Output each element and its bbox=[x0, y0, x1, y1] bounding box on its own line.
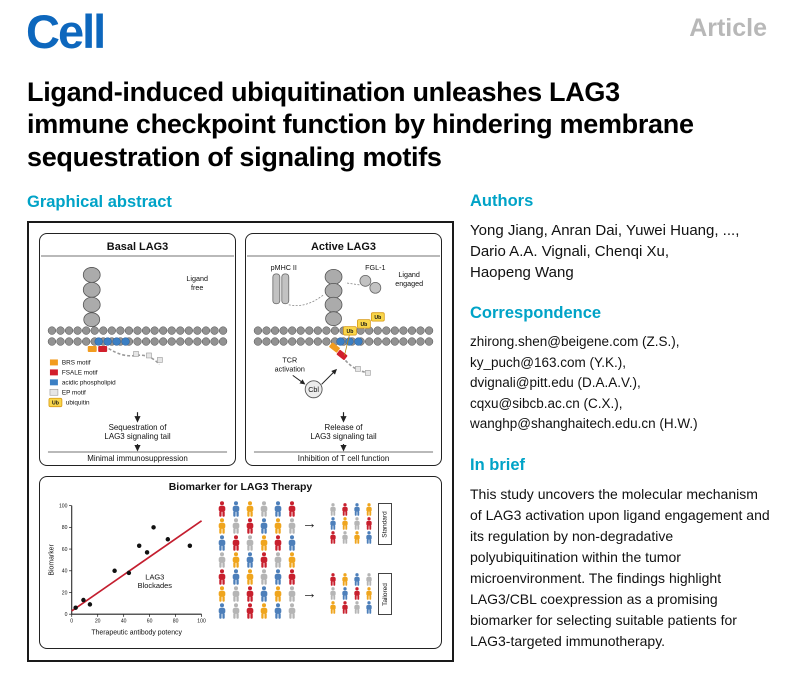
person-icon bbox=[286, 518, 298, 534]
person-icon bbox=[328, 587, 338, 600]
person-icon bbox=[286, 586, 298, 602]
svg-text:20: 20 bbox=[61, 590, 68, 597]
correspondence-heading: Correspondence bbox=[470, 304, 602, 322]
person-icon bbox=[328, 573, 338, 586]
svg-text:80: 80 bbox=[172, 618, 179, 625]
legend-swatch-phospholipid bbox=[50, 379, 58, 385]
person-icon bbox=[352, 517, 362, 530]
person-icon bbox=[216, 569, 228, 585]
person-icon bbox=[244, 535, 256, 551]
person-icon bbox=[352, 531, 362, 544]
chart-annotation: Blockades bbox=[137, 580, 172, 590]
standard-group-grid bbox=[328, 503, 374, 545]
person-row bbox=[328, 573, 374, 586]
arrow-to-tailored-icon: → bbox=[302, 585, 317, 602]
person-icon bbox=[328, 531, 338, 544]
active-outcome: Inhibition of T cell function bbox=[297, 453, 390, 463]
fgl1-label: FGL-1 bbox=[365, 263, 386, 272]
person-icon bbox=[230, 603, 242, 619]
person-icon bbox=[352, 587, 362, 600]
legend-swatch-brs bbox=[50, 359, 58, 365]
standard-group-label bbox=[378, 503, 392, 545]
person-icon bbox=[328, 601, 338, 614]
person-icon bbox=[258, 569, 270, 585]
person-icon bbox=[340, 587, 350, 600]
arrow-to-standard-icon: → bbox=[302, 515, 317, 532]
correspondence-email: ky_puch@163.com (Y.K.), bbox=[470, 354, 627, 370]
lag3-receptor bbox=[83, 267, 100, 326]
patient-cohort-grid bbox=[216, 501, 298, 620]
active-step-line1: Release of bbox=[324, 423, 363, 433]
legend-swatch-ep bbox=[50, 389, 58, 395]
basal-panel-title: Basal LAG3 bbox=[106, 241, 169, 254]
person-icon bbox=[230, 518, 242, 534]
tcr-activation bbox=[275, 356, 305, 383]
ub-tag: Ub bbox=[360, 321, 368, 328]
person-icon bbox=[258, 603, 270, 619]
svg-text:0: 0 bbox=[70, 618, 74, 625]
ligand-free-label: Ligand bbox=[186, 274, 208, 283]
authors-line: Haopeng Wang bbox=[470, 264, 574, 281]
person-icon bbox=[216, 518, 228, 534]
ligand-engaged-label-2: engaged bbox=[395, 279, 424, 288]
correspondence-list bbox=[470, 332, 772, 435]
person-icon bbox=[244, 603, 256, 619]
person-icon bbox=[258, 518, 270, 534]
person-icon bbox=[364, 573, 374, 586]
person-icon bbox=[216, 535, 228, 551]
person-icon bbox=[230, 552, 242, 568]
ligand-engaged-label: Ligand bbox=[398, 270, 420, 279]
active-panel-title: Active LAG3 bbox=[310, 241, 377, 254]
person-icon bbox=[272, 518, 284, 534]
person-icon bbox=[258, 586, 270, 602]
tailored-group-grid bbox=[328, 573, 374, 615]
legend-phospholipid-label: acidic phospholipid bbox=[61, 379, 116, 387]
chart-annotation: LAG3 bbox=[145, 572, 165, 582]
svg-text:80: 80 bbox=[61, 525, 68, 532]
sequestered-signaling-tail bbox=[88, 346, 163, 364]
y-axis-label: Biomarker bbox=[48, 544, 56, 576]
tcr-activation-label-2: activation bbox=[274, 365, 305, 374]
ub-tag: Ub bbox=[374, 314, 382, 321]
graphical-abstract-box bbox=[27, 221, 454, 662]
person-row bbox=[216, 501, 298, 517]
person-icon bbox=[244, 518, 256, 534]
person-icon bbox=[364, 503, 374, 516]
legend bbox=[49, 359, 116, 406]
person-icon bbox=[272, 501, 284, 517]
person-icon bbox=[286, 603, 298, 619]
person-icon bbox=[352, 601, 362, 614]
person-icon bbox=[230, 535, 242, 551]
paper-title-line: sequestration of signaling motifs bbox=[27, 141, 442, 172]
person-icon bbox=[244, 586, 256, 602]
x-axis-label: Therapeutic antibody potency bbox=[91, 629, 182, 637]
acidic-phospholipids bbox=[337, 338, 363, 346]
person-icon bbox=[272, 569, 284, 585]
person-row bbox=[328, 517, 374, 530]
standard-group-label-text: Standard bbox=[381, 510, 389, 538]
trendline bbox=[72, 521, 202, 611]
basal-lag3-diagram bbox=[40, 234, 235, 465]
authors-list bbox=[470, 220, 772, 283]
tcr-activation-label: TCR bbox=[282, 356, 298, 365]
correspondence-email: zhirong.shen@beigene.com (Z.S.), bbox=[470, 334, 680, 349]
graphical-abstract-heading: Graphical abstract bbox=[27, 193, 172, 211]
person-row bbox=[328, 601, 374, 614]
basal-lag3-panel bbox=[39, 233, 236, 466]
authors-heading: Authors bbox=[470, 192, 534, 210]
person-row bbox=[216, 518, 298, 534]
biomarker-panel bbox=[39, 476, 442, 649]
legend-ep-label: EP motif bbox=[61, 389, 86, 397]
basal-step-line2: LAG3 signaling tail bbox=[104, 432, 171, 442]
data-point bbox=[127, 571, 131, 575]
lag3-receptor bbox=[325, 269, 342, 325]
person-icon bbox=[352, 503, 362, 516]
basal-outcome: Minimal immunosuppression bbox=[87, 453, 188, 463]
person-icon bbox=[216, 552, 228, 568]
data-point bbox=[73, 605, 77, 609]
person-row bbox=[328, 503, 374, 516]
person-row bbox=[216, 552, 298, 568]
svg-text:40: 40 bbox=[61, 568, 68, 575]
svg-text:60: 60 bbox=[146, 618, 153, 625]
person-icon bbox=[244, 552, 256, 568]
person-icon bbox=[340, 503, 350, 516]
data-point bbox=[112, 569, 116, 573]
svg-text:100: 100 bbox=[197, 618, 206, 625]
person-icon bbox=[340, 601, 350, 614]
tailored-group-label-text: Tailored bbox=[381, 582, 389, 606]
ligand-free-label-2: free bbox=[191, 283, 204, 292]
article-type-label: Article bbox=[689, 14, 767, 42]
person-row bbox=[216, 569, 298, 585]
data-point bbox=[88, 602, 92, 606]
paper-title-line: immune checkpoint function by hindering membrane bbox=[27, 109, 694, 140]
plasma-membrane bbox=[48, 327, 227, 346]
person-row bbox=[216, 603, 298, 619]
person-icon bbox=[244, 569, 256, 585]
data-point bbox=[137, 544, 141, 548]
svg-text:20: 20 bbox=[94, 618, 101, 625]
paper-title bbox=[27, 76, 772, 173]
authors-line: Yong Jiang, Anran Dai, Yuwei Huang, ..., bbox=[470, 222, 740, 239]
person-row bbox=[216, 586, 298, 602]
person-icon bbox=[352, 573, 362, 586]
svg-text:100: 100 bbox=[58, 503, 68, 510]
in-brief-text: This study uncovers the molecular mechanism of LAG3 activation upon ligand engagement and its regulation by non-degradative polyubiquitination within the tumor microenvironment. The findings highlight LAG3/CBL coexpression as a promising biomarker for selecting suitable patients for LAG3-targeted immunotherapy. bbox=[470, 485, 770, 649]
legend-swatch-fsale bbox=[50, 369, 58, 375]
data-point bbox=[166, 537, 170, 541]
right-column bbox=[470, 192, 772, 652]
ub-tag: Ub bbox=[346, 328, 354, 335]
active-step-line2: LAG3 signaling tail bbox=[310, 432, 377, 442]
person-icon bbox=[272, 552, 284, 568]
fgl1-ligand bbox=[345, 275, 380, 293]
authors-line: Dario A.A. Vignali, Chenqi Xu, bbox=[470, 243, 670, 260]
correspondence-email: cqxu@sibcb.ac.cn (C.X.), bbox=[470, 395, 623, 411]
person-icon bbox=[328, 503, 338, 516]
person-icon bbox=[244, 501, 256, 517]
person-icon bbox=[230, 569, 242, 585]
person-icon bbox=[272, 603, 284, 619]
cbl-label: Cbl bbox=[308, 385, 320, 394]
person-icon bbox=[286, 501, 298, 517]
svg-text:40: 40 bbox=[120, 618, 127, 625]
legend-ub-tag: Ub bbox=[51, 400, 59, 407]
person-icon bbox=[340, 531, 350, 544]
legend-ubiquitin-label: ubiquitin bbox=[65, 399, 90, 407]
person-row bbox=[328, 587, 374, 600]
pmhc-label: pMHC II bbox=[270, 263, 297, 272]
person-icon bbox=[258, 535, 270, 551]
legend-brs-label: BRS motif bbox=[61, 359, 91, 367]
person-icon bbox=[364, 601, 374, 614]
person-icon bbox=[286, 569, 298, 585]
person-icon bbox=[216, 603, 228, 619]
data-point bbox=[145, 550, 149, 554]
person-icon bbox=[272, 535, 284, 551]
svg-text:60: 60 bbox=[61, 546, 68, 553]
active-lag3-panel bbox=[245, 233, 442, 466]
tailored-group-label bbox=[378, 573, 392, 615]
in-brief-heading: In brief bbox=[470, 455, 526, 474]
correspondence-email: dvignali@pitt.edu (D.A.A.V.), bbox=[470, 375, 641, 391]
pmhc-complex bbox=[273, 274, 324, 306]
person-icon bbox=[328, 517, 338, 530]
biomarker-panel-title: Biomarker for LAG3 Therapy bbox=[168, 481, 313, 493]
person-icon bbox=[286, 535, 298, 551]
legend-fsale-label: FSALE motif bbox=[61, 369, 98, 377]
person-icon bbox=[272, 586, 284, 602]
person-row bbox=[328, 531, 374, 544]
person-icon bbox=[258, 501, 270, 517]
journal-logo: Cell bbox=[26, 5, 105, 58]
paper-title-line: Ligand-induced ubiquitination unleashes LAG3 bbox=[27, 77, 620, 107]
person-icon bbox=[216, 586, 228, 602]
person-row bbox=[216, 535, 298, 551]
biomarker-scatter-chart bbox=[46, 495, 206, 644]
person-icon bbox=[286, 552, 298, 568]
person-icon bbox=[340, 573, 350, 586]
active-lag3-diagram bbox=[246, 234, 441, 465]
person-icon bbox=[216, 501, 228, 517]
data-point bbox=[188, 544, 192, 548]
person-icon bbox=[364, 531, 374, 544]
person-icon bbox=[364, 587, 374, 600]
data-point bbox=[81, 598, 85, 602]
cbl-ligase bbox=[305, 370, 335, 397]
svg-text:0: 0 bbox=[64, 612, 68, 619]
person-icon bbox=[364, 517, 374, 530]
data-point bbox=[151, 525, 155, 529]
person-icon bbox=[340, 517, 350, 530]
person-icon bbox=[258, 552, 270, 568]
basal-step-line1: Sequestration of bbox=[108, 423, 167, 433]
person-icon bbox=[230, 586, 242, 602]
correspondence-email: wanghp@shanghaitech.edu.cn (H.W.) bbox=[470, 416, 698, 432]
person-icon bbox=[230, 501, 242, 517]
